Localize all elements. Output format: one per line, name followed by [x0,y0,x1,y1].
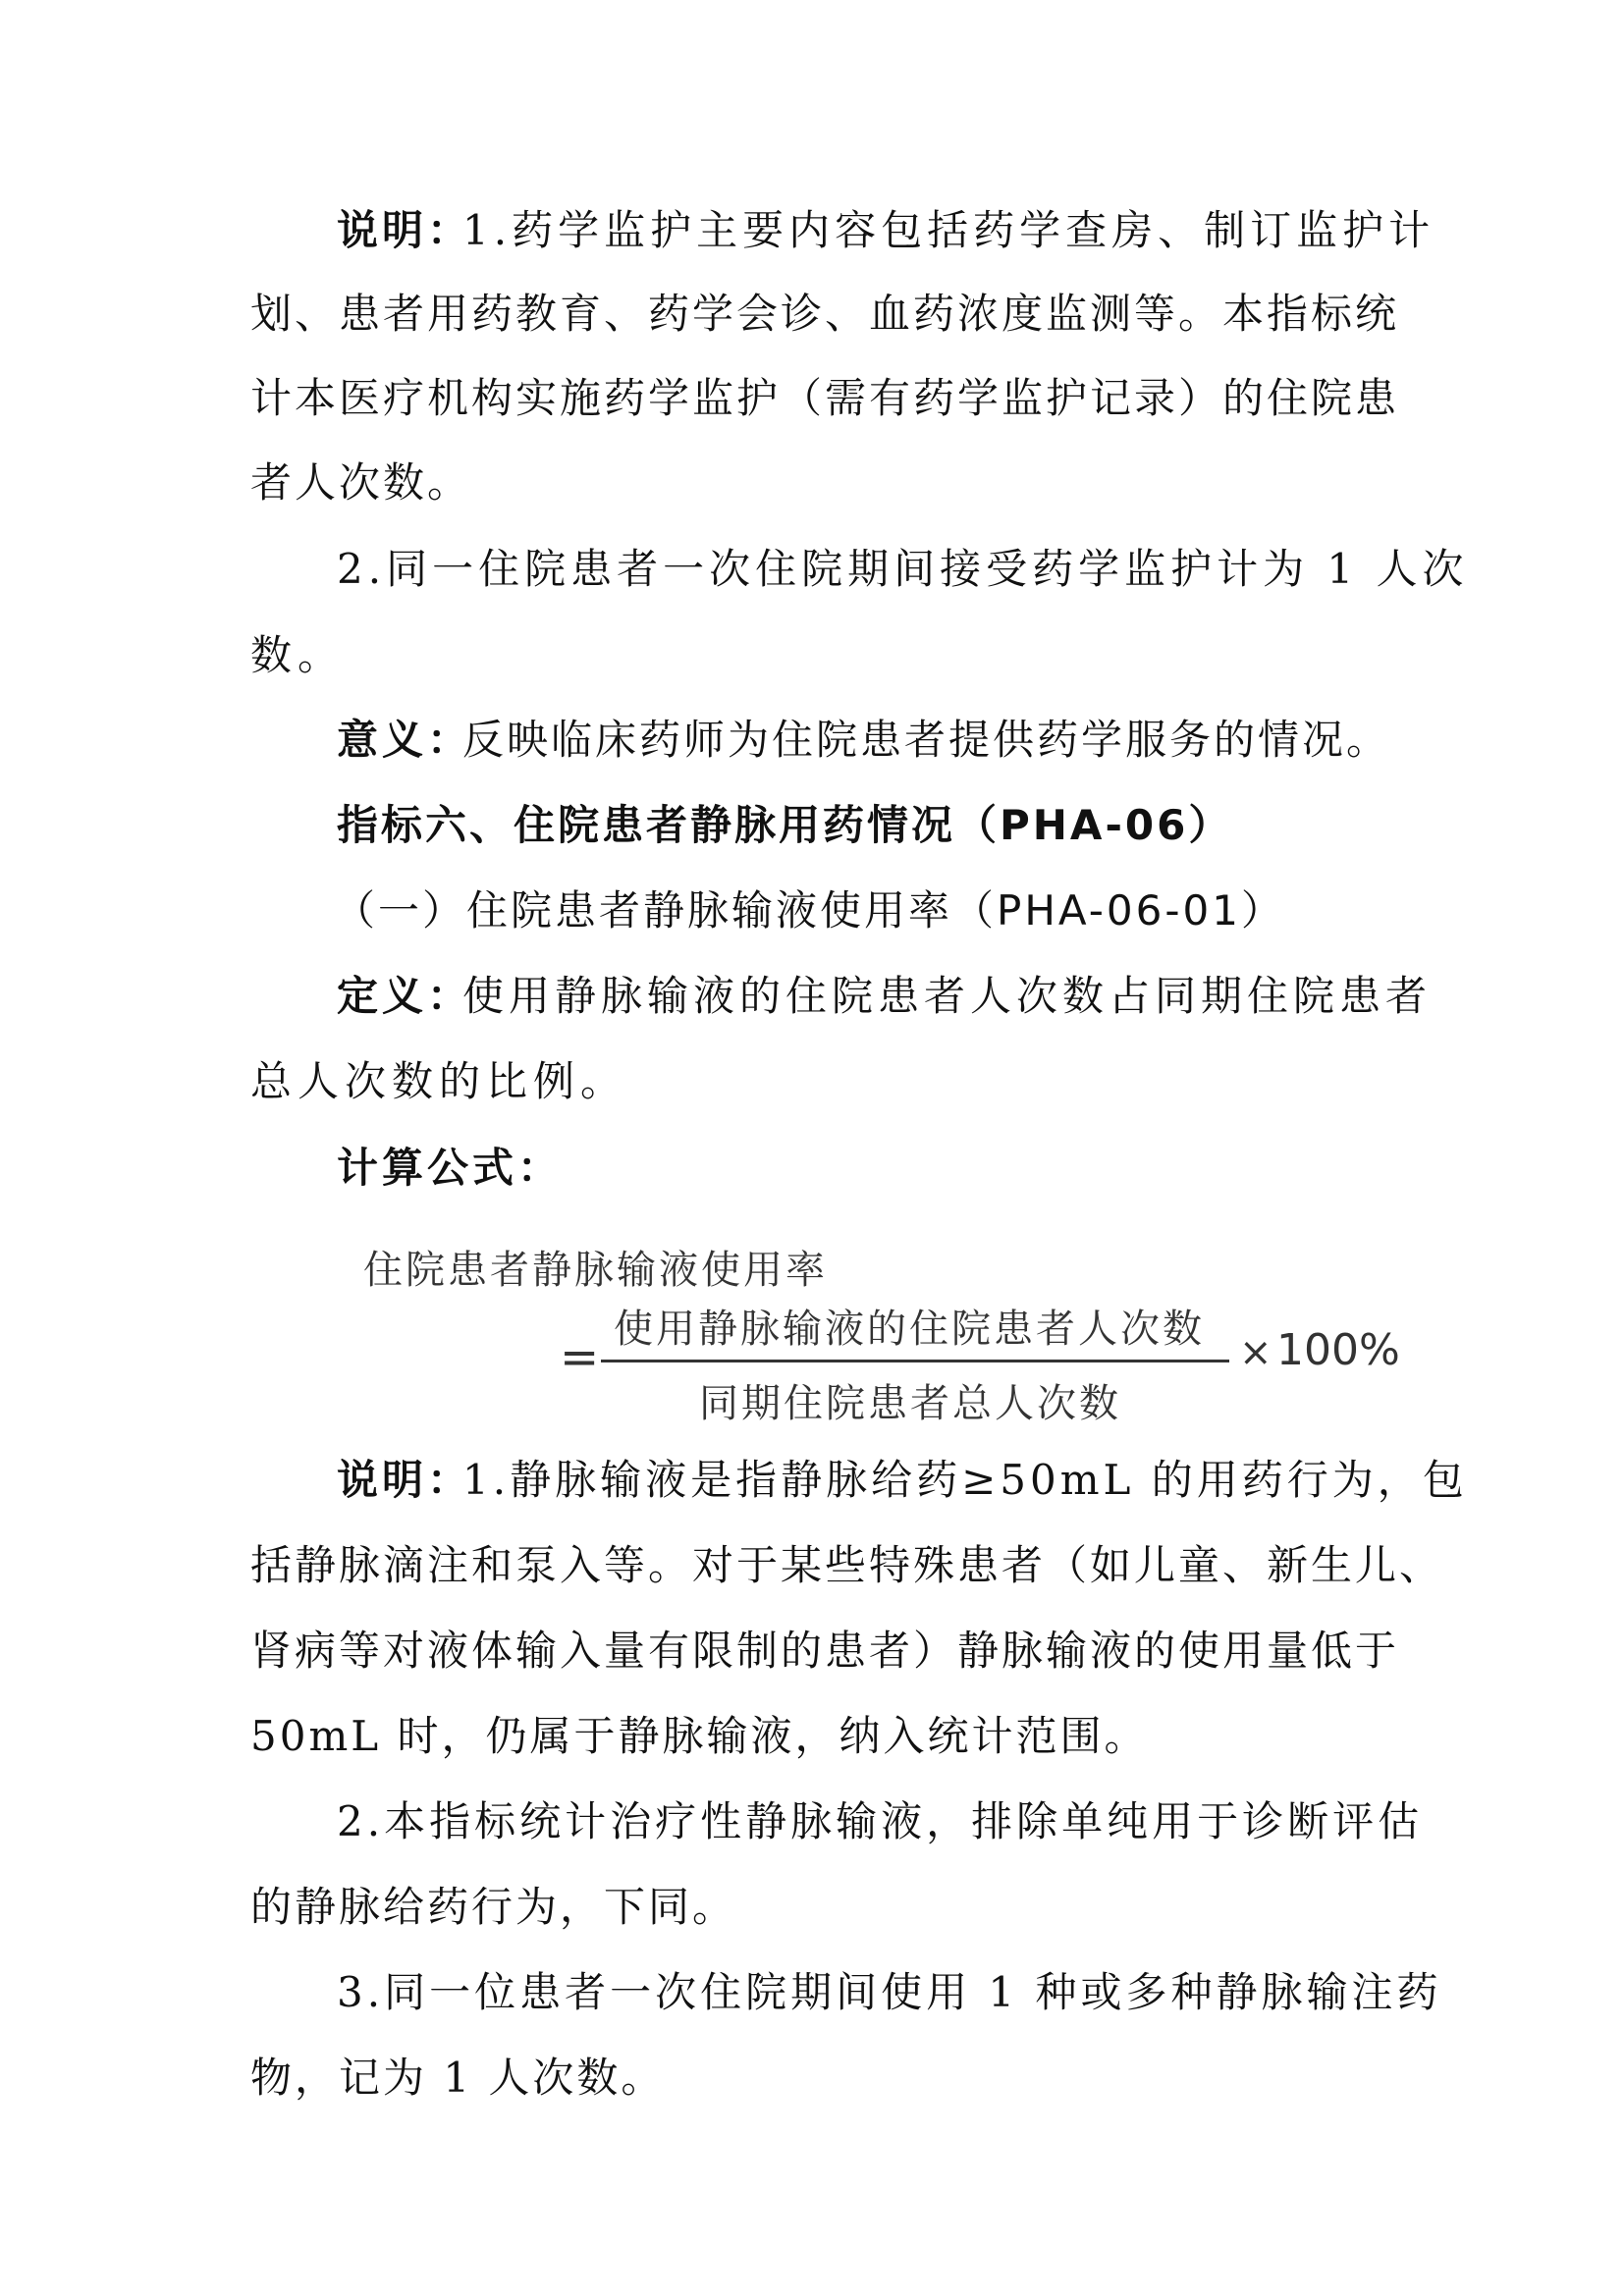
note-text: 1.药学监护主要内容包括药学查房、制订监护计 [462,206,1435,254]
note3-line-1: 2.本指标统计治疗性静脉输液，排除单纯用于诊断评估 [337,1797,1424,1845]
note-label: 说明： [337,206,473,254]
note-paragraph-1-line-4: 者人次数。 [250,458,472,507]
meaning-text: 反映临床药师为住院患者提供药学服务的情况。 [462,716,1391,764]
note-paragraph-1-line-2: 划、患者用药教育、药学会诊、血药浓度监测等。本指标统 [250,290,1400,338]
note-paragraph-2-line-1: 2.同一住院患者一次住院期间接受药学监护计为 1 人次 [337,545,1469,593]
sub-indicator-title: （一）住院患者静脉输液使用率（PHA-06-01） [334,886,1285,934]
note4-line-2: 物，记为 1 人次数。 [250,2054,666,2102]
formula-lhs: 住院患者静脉输液使用率 [363,1248,828,1293]
definition-label: 定义： [337,972,473,1020]
note-paragraph-1-line-1 [0,201,1624,260]
definition-line-1: 定义： 使用静脉输液的住院患者人次数占同期住院患者 [0,967,1624,1026]
formula-percent: 100% [1276,1325,1400,1375]
note2-line-3: 肾病等对液体输入量有限制的患者）静脉输液的使用量低于 [250,1627,1400,1675]
note4-line-1: 3.同一位患者一次住院期间使用 1 种或多种静脉输注药 [337,1968,1442,2016]
note-paragraph-2-line-2: 数。 [250,631,346,679]
formula-label: 计算公式： [337,1144,564,1192]
formula-denominator: 同期住院患者总人次数 [699,1381,1121,1426]
note-paragraph-1-line-3: 计本医疗机构实施药学监护（需有药学监护记录）的住院患 [250,374,1400,422]
formula-equals: = [560,1330,600,1385]
definition-line-2: 总人次数的比例。 [250,1057,628,1105]
note3-line-2: 的静脉给药行为，下同。 [250,1883,737,1931]
note2-line-2: 括静脉滴注和泵入等。对于某些特殊患者（如儿童、新生儿、 [250,1541,1444,1589]
meaning-label: 意义： [337,716,473,764]
meaning-paragraph [0,711,1624,770]
indicator-title: 指标六、住院患者静脉用药情况（PHA-06） [337,801,1233,849]
note2-line-1: 说明： 1.静脉输液是指静脉给药≥50mL 的用药行为，包 [0,1451,1624,1510]
formula-numerator: 使用静脉输液的住院患者人次数 [614,1307,1205,1352]
note2-label: 说明： [337,1456,473,1504]
fraction-bar [601,1360,1229,1362]
note2-line-4: 50mL 时，仍属于静脉输液，纳入统计范围。 [250,1712,1149,1760]
formula-times: × [1239,1330,1272,1375]
